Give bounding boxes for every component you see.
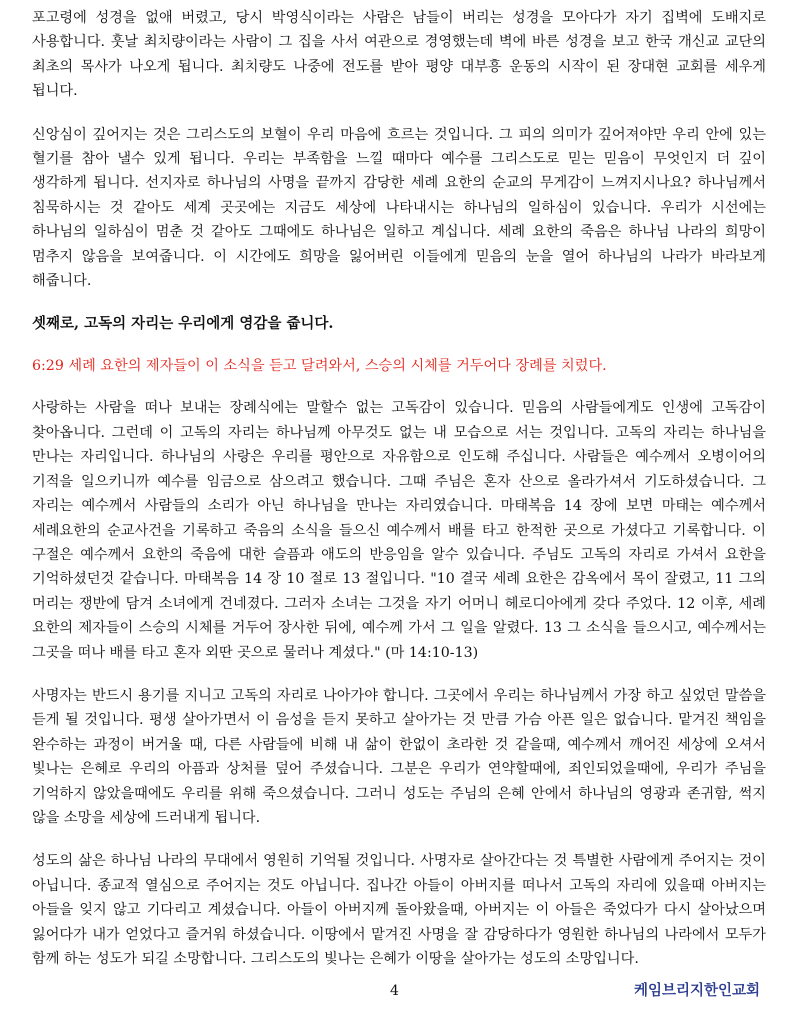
paragraph-calling: 사명자는 반드시 용기를 지니고 고독의 자리로 나아가야 합니다. 그곳에서 우리는 하나님께서 가장 하고 싶었던 말씀을 듣게 될 것입니다. 평생 살아가면서 이 음성을 듣지 못하고 살아가는 것 만큼 가슴 아픈 일은 없습니다. 맡겨진 책임을 완수하는 과정이 버거울 때, 다른 사람들에 비해 내 삶이 한없이 초라한 것 같을때, 예수께서 깨어진 세상에 오셔서 빛나는 은혜로 우리의 아픔과 상처를 덮어 주셨습니다. 그분은 우리가 연약할때에, 죄인되었을때에, 우리가 주님을 기억하지 않았을때에도 우리를 위해 죽으셨습니다. 그러니 성도는 주님의 은혜 안에서 하나님의 영광과 존귀함, 썩지 않을 소망을 세상에 드러내게 됩니다.: [32, 687, 766, 826]
page-number: 4: [390, 983, 399, 999]
paragraph-faith: 신앙심이 깊어지는 것은 그리스도의 보혈이 우리 마음에 흐르는 것입니다. 그 피의 의미가 깊어져야만 우리 안에 있는 혈기를 참아 낼수 있게 됩니다. 우리는 부족함을 느낄 때마다 예수를 그리스도로 믿는 믿음이 무엇인지 더 깊이 생각하게 됩니다. 선지자로 하나님의 사명을 끝까지 감당한 세례 요한의 순교의 무게감이 느껴지시나요? 하나님께서 침묵하시는 것 같아도 세계 곳곳에는 지금도 세상에 나타내시는 하나님의 일하심이 있습니다. 우리가 시선에는 하나님의 일하심이 멈춘 것 같아도 그때에도 하나님은 일하고 계십니다. 세례 요한의 죽음은 하나님 나라의 희망이 멈추지 않음을 보여줍니다. 이 시간에도 희망을 잃어버린 이들에게 믿음의 눈을 열어 하나님의 나라가 바라보게 해줍니다.: [32, 126, 766, 290]
page-footer: [0, 979, 798, 1009]
paragraph-saints-life: 성도의 삶은 하나님 나라의 무대에서 영원히 기억될 것입니다. 사명자로 살아간다는 것 특별한 사람에게 주어지는 것이 아닙니다. 종교적 열심으로 주어지는 것도 아닙니다. 집나간 아들이 아버지를 떠나서 고독의 자리에 있을때 아버지는 아들을 잊지 않고 기다리고 계셨습니다. 아들이 아버지께 돌아왔을때, 아버지는 이 아들은 죽었다가 다시 살아났으며 잃어다가 내가 얻었다고 즐거워 하셨습니다. 이땅에서 맡겨진 사명을 잘 감당하다가 영원한 하나님의 나라에서 모두가 함께 하는 성도가 되길 소망합니다. 그리스도의 빛나는 은혜가 이땅을 살아가는 성도의 소망입니다.: [32, 853, 766, 967]
section-heading: 셋째로, 고독의 자리는 우리에게 영감을 줍니다.: [32, 315, 334, 333]
scripture-verse: 6:29 세례 요한의 제자들이 이 소식을 듣고 달려와서, 스승의 시체를 거두어다 장례를 치렀다.: [32, 358, 607, 375]
document-page: [32, 6, 766, 990]
paragraph-intro: 포고령에 성경을 없애 버렸고, 당시 박영식이라는 사람은 남들이 버리는 성경을 모아다가 자기 집벽에 도배지로 사용합니다. 훗날 최치량이라는 사람이 그 집을 사서 여관으로 경영했는데 벽에 바른 성경을 보고 한국 개신교 교단의 최초의 목사가 나오게 됩니다. 최치량도 나중에 전도를 받아 평양 대부흥 운동의 시작이 된 장대현 교회를 세우게 됩니다.: [32, 10, 767, 100]
church-name: 케임브리지한인교회: [633, 983, 760, 999]
paragraph-solitude: 사랑하는 사람을 떠나 보내는 장례식에는 말할수 없는 고독감이 있습니다. 믿음의 사람들에게도 인생에 고독감이 찾아옵니다. 그런데 이 고독의 자리는 하나님께 아무것도 없는 내 모습으로 서는 것입니다. 고독의 자리는 하나님을 만나는 자리입니다. 하나님의 사랑은 우리를 평안으로 자유함으로 인도해 주십니다. 사람들은 예수께서 오병이어의 기적을 일으키니까 예수를 임금으로 삼으려고 했습니다. 그때 주님은 혼자 산으로 올라가셔서 기도하셨습니다. 그 자리는 예수께서 사람들의 소리가 아닌 하나님을 만나는 자리였습니다. 마태복음 14 장에 보면 마태는 예수께서 세례요한의 순교사건을 기록하고 죽음의 소식을 들으신 예수께서 배를 타고 한적한 곳으로 가셨다고 기록합니다. 이 구절은 예수께서 요한의 죽음에 대한 슬픔과 애도의 반응임을 알수 있습니다. 주님도 고독의 자리로 가셔서 요한을 기억하셨던것 같습니다. 마태복음 14 장 10 절로 13 절입니다. "10 결국 세례 요한은 감옥에서 목이 잘렸고, 11 그의 머리는 쟁반에 담겨 소녀에게 건네졌다. 그러자 소녀는 그것을 자기 어머니 헤로디아에게 갖다 주었다. 12 이후, 세례 요한의 제자들이 스승의 시체를 거두어 장사한 뒤에, 예수께 가서 그 일을 알렸다. 13 그 소식을 들으시고, 예수께서는 그곳을 떠나 배를 타고 혼자 외딴 곳으로 물러나 계셨다." (마 14:10-13): [32, 400, 766, 661]
